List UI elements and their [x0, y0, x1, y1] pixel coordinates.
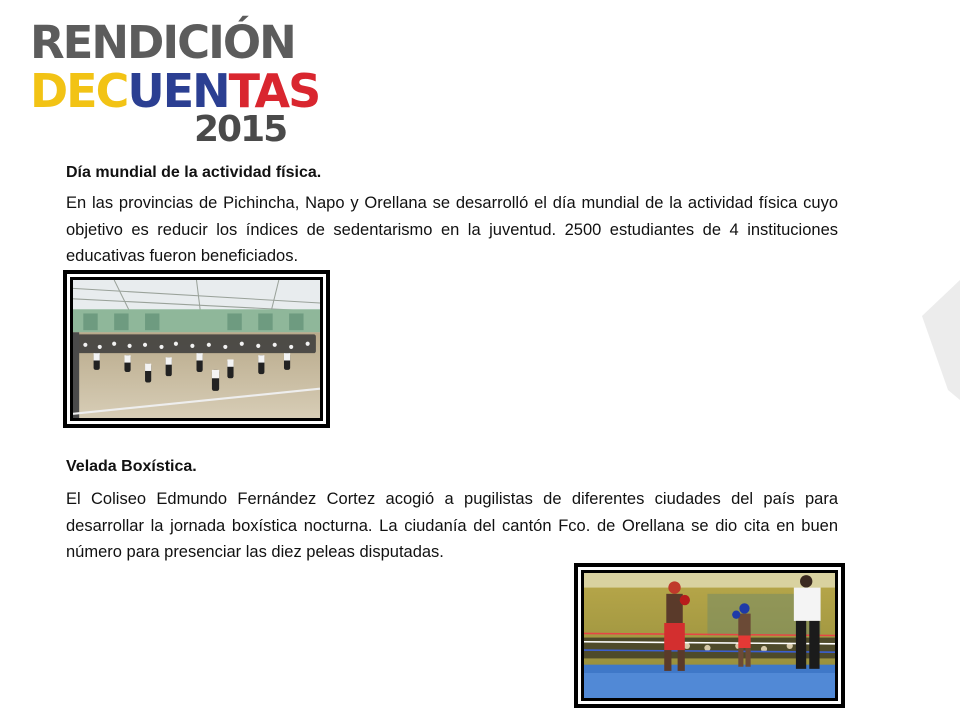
rendicion-de-cuentas-logo — [30, 16, 320, 150]
section-title: Velada Boxística. — [66, 458, 197, 475]
section-title: Día mundial de la actividad física. — [66, 164, 322, 181]
logo-word-part: DEC — [30, 64, 128, 118]
decorative-chevron-shape — [912, 280, 960, 400]
section-body: El Coliseo Edmundo Fernández Cortez acogió a pugilistas de diferentes ciudades del país para desarrollar la jornada boxística nocturna. La ciudanía del cantón Fco. de Orellana se dio cita en buen número para presenciar las diez peleas disputadas. — [66, 490, 838, 561]
logo-word-part: TAS — [228, 64, 320, 118]
photo-boxing-ring-scene — [584, 573, 835, 698]
logo-line-1: RENDICIÓN — [30, 16, 295, 69]
section-body: En las provincias de Pichincha, Napo y Orellana se desarrolló el día mundial de la actividad física cuyo objetivo es reducir los índices de sedentarismo en la juventud. 2500 estudiantes de 4 instituciones educativas fueron beneficiados. — [66, 194, 838, 265]
photo-gym-scene — [73, 280, 320, 418]
logo-word-part: UEN — [127, 64, 229, 118]
students-exercising-photo — [63, 270, 330, 428]
logo-line-2 — [30, 64, 320, 118]
logo-year: 2015 — [194, 109, 287, 150]
boxing-match-photo — [574, 563, 845, 708]
